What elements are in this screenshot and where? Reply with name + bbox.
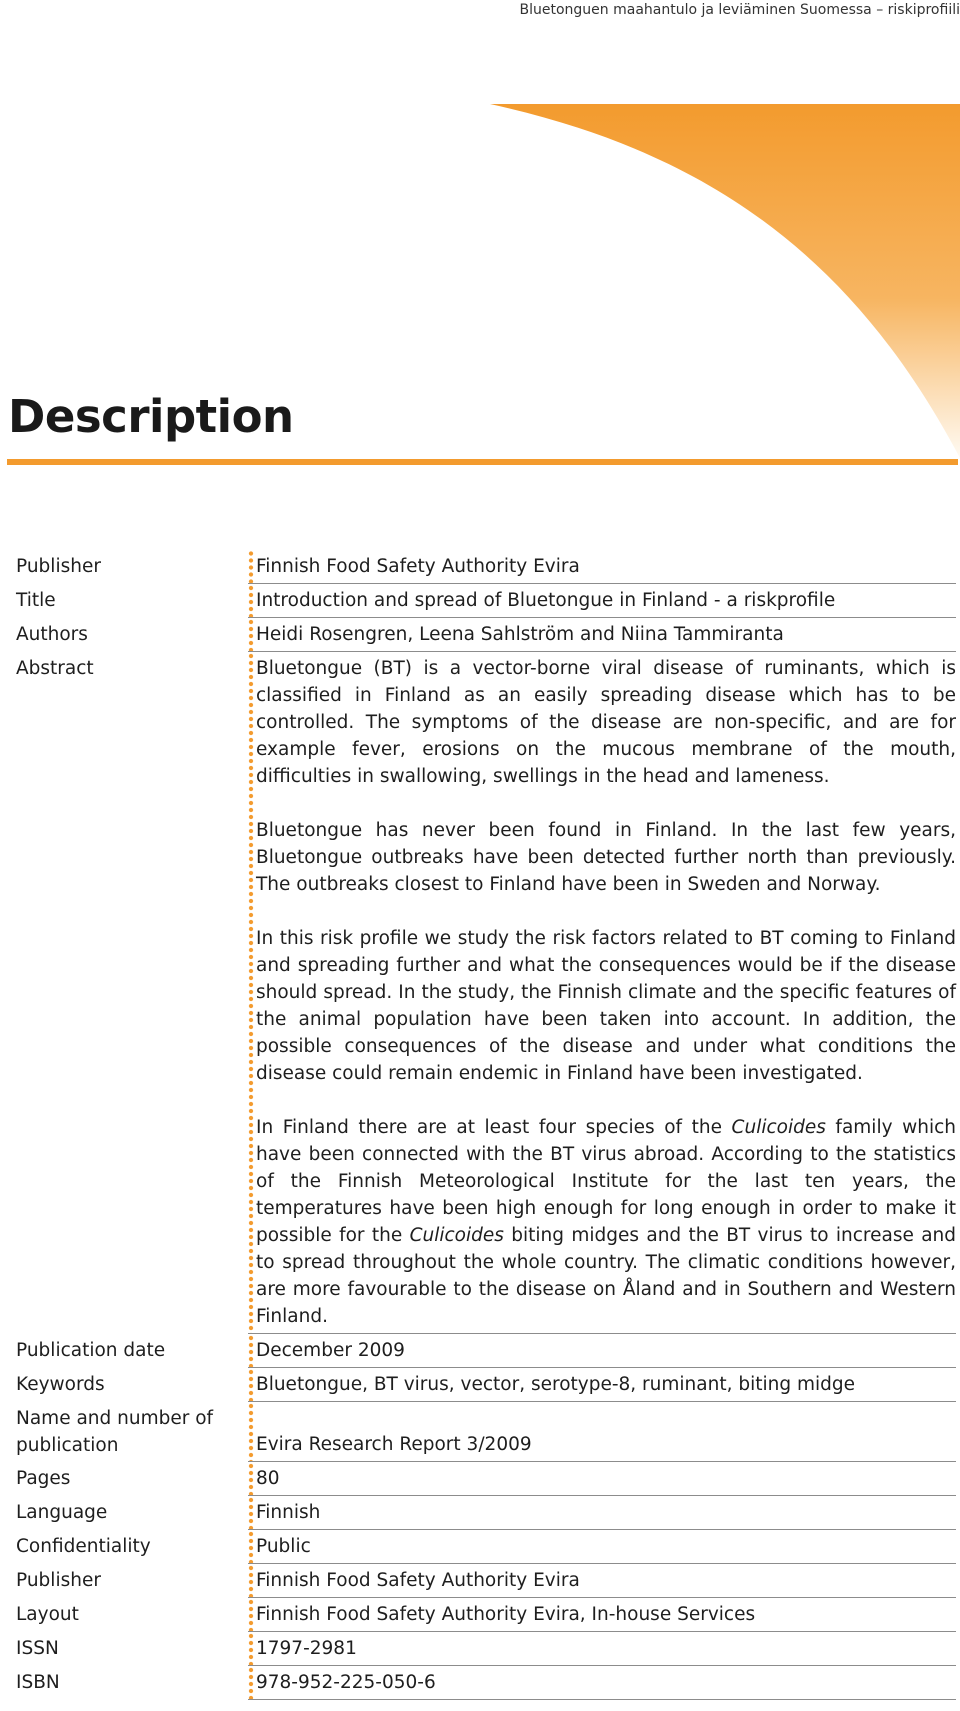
row-label: Pages: [16, 1467, 71, 1489]
row-label: Publisher: [16, 556, 101, 577]
abstract-paragraph: In this risk profile we study the risk factors related to BT coming to Finland and spreading further and what the consequences would be if the disease should spread. In the study, the Finnish climate and the specific features of the animal population have been taken into account. In addition, the possible consequences of the disease and under what conditions the disease could remain endemic in Finland have been investigated.: [256, 928, 956, 1084]
abstract-text-run: biting midges and the BT virus to increase and to spread throughout the whole country. The climatic conditions however, are more favourable to the disease on Åland and in Southern and Western Finland.: [256, 1225, 956, 1327]
row-label: Confidentiality: [16, 1535, 151, 1557]
row-label: Authors: [16, 623, 88, 645]
row-label: ISBN: [16, 1671, 60, 1693]
table-row: [8, 1402, 956, 1462]
table-row: [8, 1462, 956, 1496]
table-row: [8, 584, 956, 618]
row-label: Abstract: [16, 657, 94, 679]
row-value: Finnish: [248, 1496, 956, 1530]
italic-species-name: Culicoides: [731, 1117, 826, 1138]
row-value: 1797-2981: [248, 1632, 956, 1666]
row-value: Heidi Rosengren, Leena Sahlström and Niina Tammiranta: [248, 618, 956, 652]
table-row: [8, 550, 956, 584]
title-underline: [7, 459, 958, 465]
table-row: [8, 1632, 956, 1666]
table-row: [8, 1598, 956, 1632]
row-value: Finnish Food Safety Authority Evira, In-house Services: [248, 1598, 956, 1632]
table-row: [8, 1564, 956, 1598]
publication-description-table: [8, 550, 956, 1700]
table-row: [8, 618, 956, 652]
row-value: Introduction and spread of Bluetongue in Finland - a riskprofile: [248, 584, 956, 618]
row-value: Finnish Food Safety Authority Evira: [248, 1564, 956, 1598]
row-label: Layout: [16, 1603, 79, 1625]
row-label: Publication date: [16, 1339, 166, 1361]
abstract-text-run: In Finland there are at least four species of the: [256, 1117, 732, 1138]
table-row-abstract: [8, 652, 956, 1334]
table-row: [8, 1334, 956, 1368]
row-label: Name and number of publication: [16, 1407, 214, 1456]
italic-species-name: Culicoides: [409, 1225, 504, 1246]
row-label: Publisher: [16, 1569, 101, 1591]
abstract-paragraph: Bluetongue has never been found in Finland. In the last few years, Bluetongue outbreaks have been detected further north than previously. The outbreaks closest to Finland have been in Sweden and Norway.: [256, 820, 956, 895]
table-row: [8, 1666, 956, 1700]
abstract-paragraph: [256, 1114, 956, 1330]
row-value: 978-952-225-050-6: [248, 1666, 956, 1700]
row-label: Keywords: [16, 1373, 105, 1395]
row-value: Public: [248, 1530, 956, 1564]
abstract-paragraph: Bluetongue (BT) is a vector-borne viral disease of ruminants, which is classified in Finland as an easily spreading disease which has to be controlled. The symptoms of the disease are non-specific, and are for example fever, erosions on the mucous membrane of the mouth, difficulties in swallowing, swellings in the head and lameness.: [256, 658, 956, 787]
row-value: December 2009: [248, 1334, 956, 1368]
page-title: Description: [8, 390, 294, 443]
row-label: ISSN: [16, 1637, 59, 1659]
row-label: Language: [16, 1501, 108, 1523]
table-row: [8, 1368, 956, 1402]
row-value: Finnish Food Safety Authority Evira: [248, 550, 956, 584]
table-row: [8, 1496, 956, 1530]
row-value: Evira Research Report 3/2009: [248, 1402, 956, 1462]
abstract-text-run: family which have been connected with the BT virus abroad. According to the statistics of the Finnish Meteorological Institute for the last ten years, the temperatures have been high enough for long enough in order to make it possible for the: [256, 1117, 956, 1246]
row-value: Bluetongue, BT virus, vector, serotype-8, ruminant, biting midge: [248, 1368, 956, 1402]
running-header: Bluetonguen maahantulo ja leviäminen Suomessa – riskiprofiili: [519, 2, 960, 18]
row-value: 80: [248, 1462, 956, 1496]
row-label: Title: [16, 589, 56, 611]
abstract-text: [248, 652, 956, 1334]
table-row: [8, 1530, 956, 1564]
